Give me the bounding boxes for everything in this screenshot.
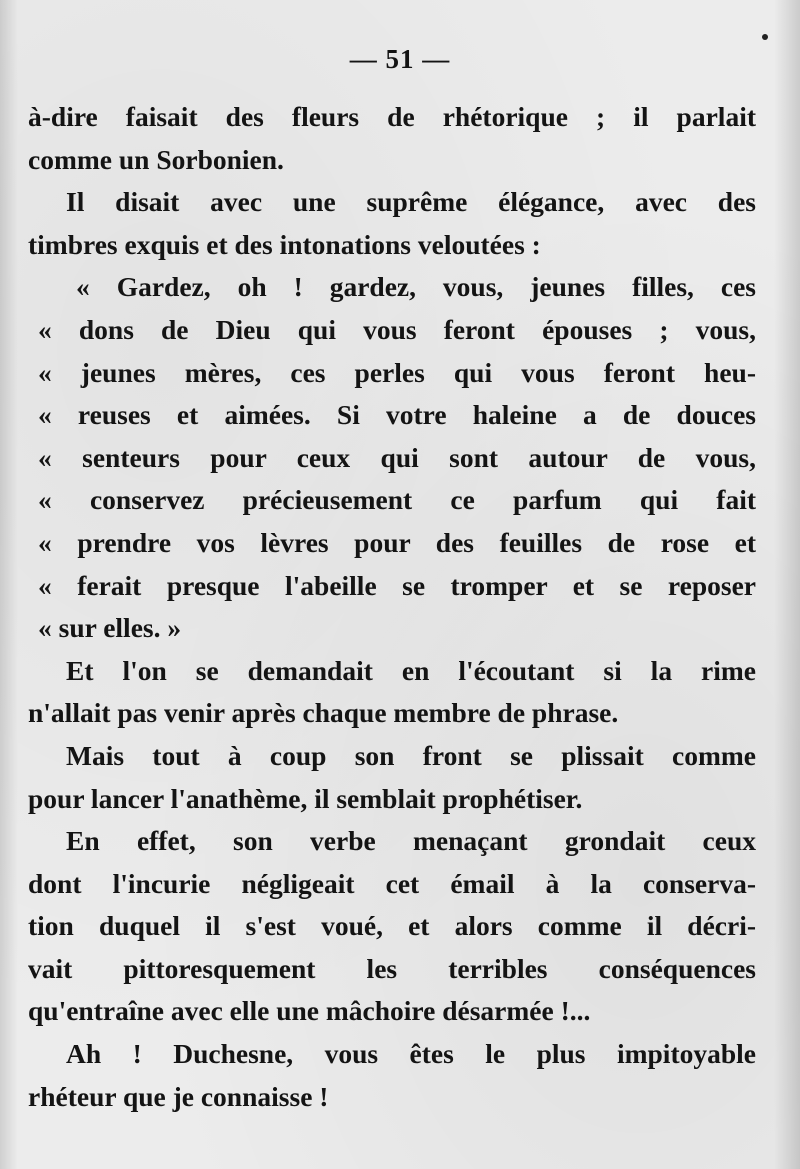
text-line: Mais tout à coup son front se plissait comme bbox=[66, 739, 756, 771]
text-line: qu'entraîne avec elle une mâchoire désarmée !... bbox=[28, 995, 591, 1027]
text-line: à-dire faisait des fleurs de rhétorique ; il parlait bbox=[28, 101, 756, 132]
page-right-shadow bbox=[774, 0, 800, 1169]
text-line: En effet, son verbe menaçant grondait ceux bbox=[66, 825, 756, 857]
quote-line: « prendre vos lèvres pour des feuilles de rose et bbox=[38, 526, 756, 558]
quote-line: « jeunes mères, ces perles qui vous feront heu- bbox=[38, 356, 756, 388]
quote-line: « Gardez, oh ! gardez, vous, jeunes filles, ces bbox=[76, 271, 756, 303]
text-line: Ah ! Duchesne, vous êtes le plus impitoyable bbox=[66, 1038, 756, 1070]
text-line: Et l'on se demandait en l'écoutant si la rime bbox=[66, 654, 756, 686]
quote-line: « ferait presque l'abeille se tromper et se reposer bbox=[38, 569, 756, 601]
text-line: Il disait avec une suprême élégance, avec des bbox=[66, 186, 756, 218]
text-line: vait pittoresquement les terribles conséquences bbox=[28, 952, 756, 984]
page-number: — 51 — bbox=[349, 44, 451, 74]
text-line: n'allait pas venir après chaque membre de phrase. bbox=[28, 697, 619, 729]
quote-line: « sur elles. » bbox=[38, 612, 182, 644]
text-line: timbres exquis et des intonations veloutées : bbox=[28, 228, 541, 260]
quote-line: « senteurs pour ceux qui sont autour de vous, bbox=[38, 441, 756, 473]
quote-line: « conservez précieusement ce parfum qui fait bbox=[38, 484, 756, 516]
text-line: rhéteur que je connaisse ! bbox=[28, 1080, 329, 1112]
text-line: dont l'incurie négligeait cet émail à la conserva- bbox=[28, 867, 756, 899]
body-text bbox=[28, 96, 756, 1118]
text-line: pour lancer l'anathème, il semblait prophétiser. bbox=[28, 782, 583, 814]
page-left-shadow bbox=[0, 0, 18, 1169]
quote-line: « reuses et aimées. Si votre haleine a de douces bbox=[38, 399, 756, 431]
ink-spot bbox=[762, 34, 768, 40]
text-line: comme un Sorbonien. bbox=[28, 143, 284, 175]
quote-line: « dons de Dieu qui vous feront épouses ; vous, bbox=[38, 313, 756, 345]
text-line: tion duquel il s'est voué, et alors comme il décri- bbox=[28, 910, 756, 942]
